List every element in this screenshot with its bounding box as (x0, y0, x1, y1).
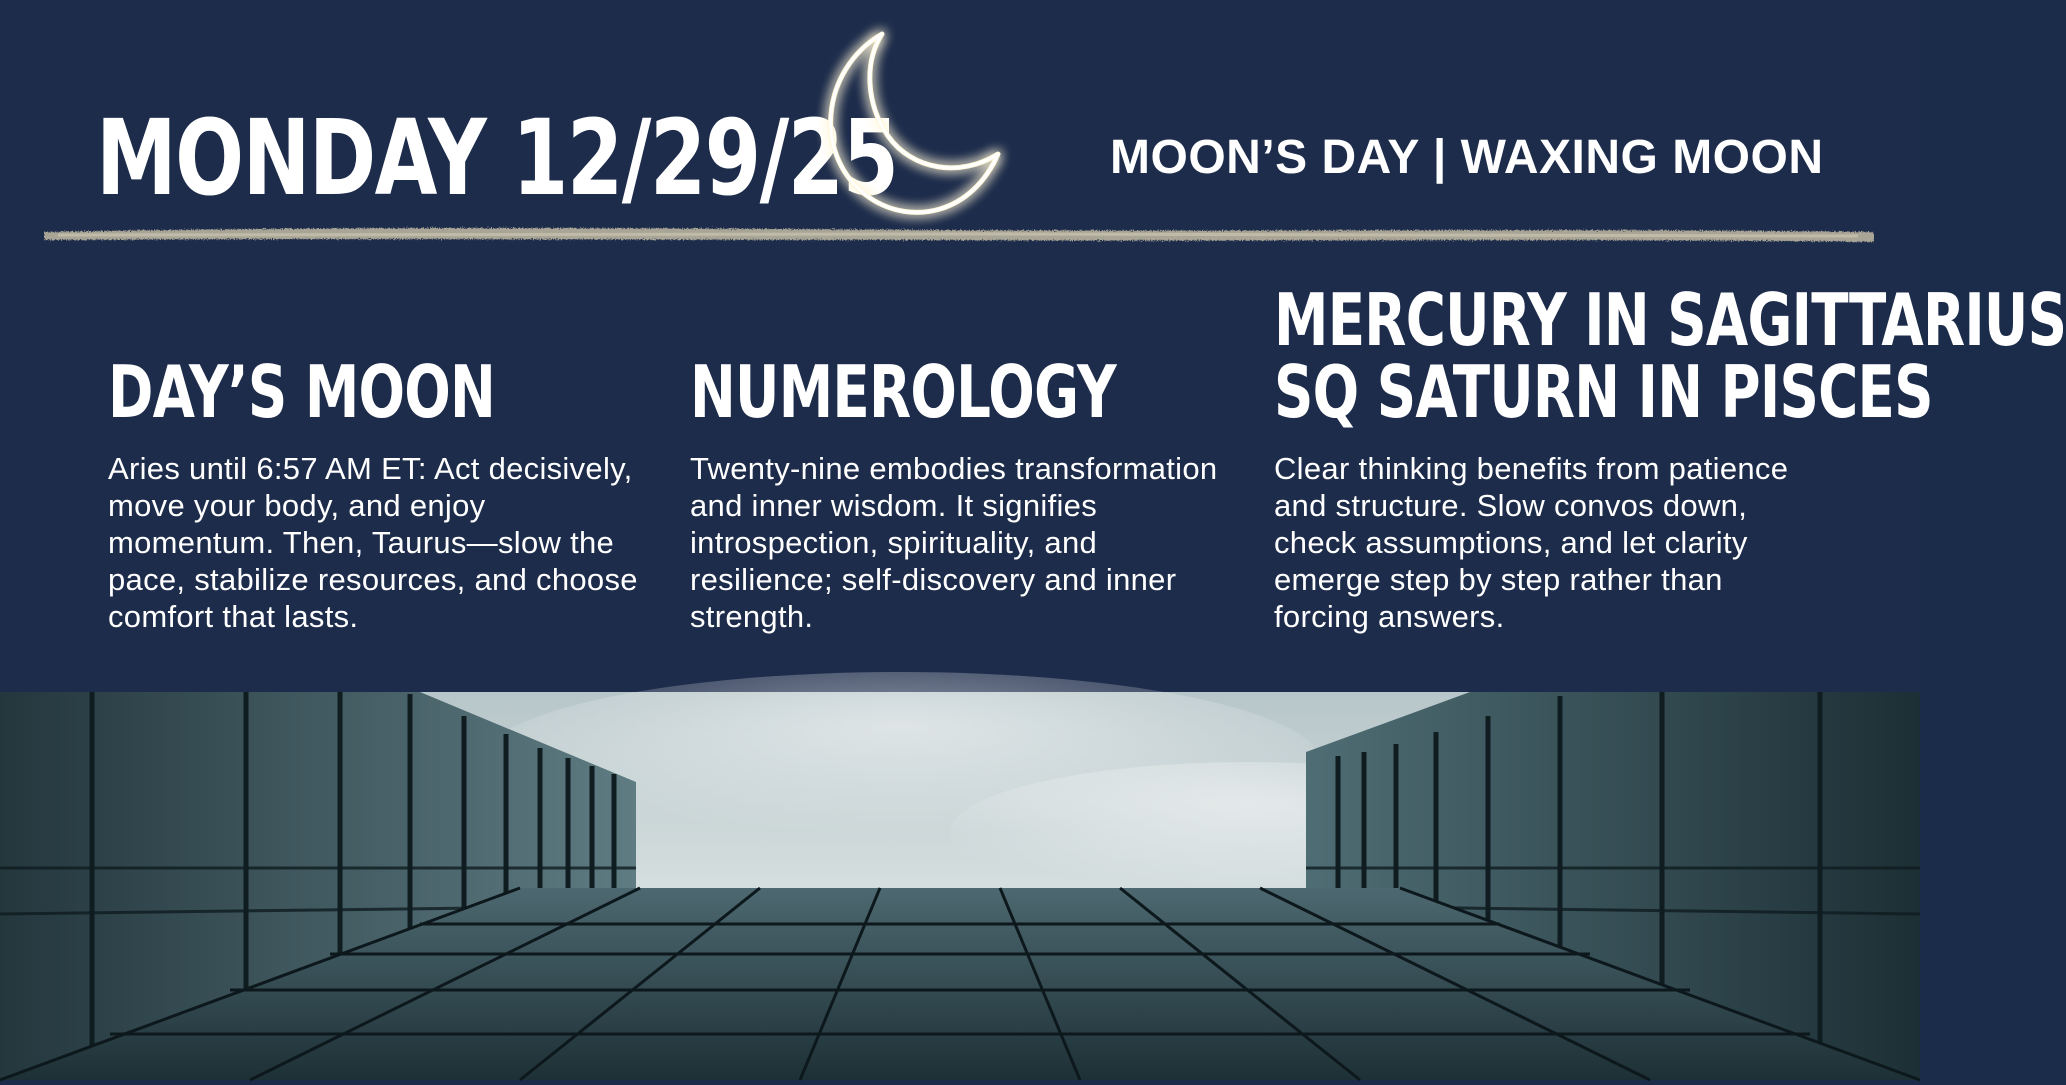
section-body: Clear thinking benefits from patience and structure. Slow convos down, check assumptions, and let clarity emerge step by step rather than forcing answers. (1274, 451, 1789, 634)
numerology-section (690, 300, 1230, 635)
section-heading (1274, 278, 2066, 450)
section-heading (108, 300, 518, 450)
heading-line: DAY’S MOON (108, 350, 496, 434)
heading-line: NUMEROLOGY (690, 350, 1116, 434)
section-body: Twenty-nine embodies transformation and inner wisdom. It signifies introspection, spirituality, and resilience; self-discovery and inner strength. (690, 451, 1218, 634)
days-moon-section (108, 300, 648, 635)
heading-line: MERCURY IN SAGITTARIUS (1274, 278, 2066, 362)
mercury-saturn-section (1274, 278, 2066, 635)
day-subtitle: MOON’S DAY | WAXING MOON (1110, 131, 1824, 184)
section-heading (690, 300, 1116, 450)
chalk-divider (38, 218, 1880, 248)
heading-line: SQ SATURN IN PISCES (1274, 350, 1933, 434)
section-body: Aries until 6:57 AM ET: Act decisively, move your body, and enjoy momentum. Then, Taurus—slow the pace, stabilize resources, and choose comfort that lasts. (108, 451, 638, 634)
glass-buildings-photo (0, 692, 1920, 1080)
page-title: MONDAY 12/29/25 (96, 97, 898, 219)
crescent-moon-icon (800, 18, 1020, 228)
